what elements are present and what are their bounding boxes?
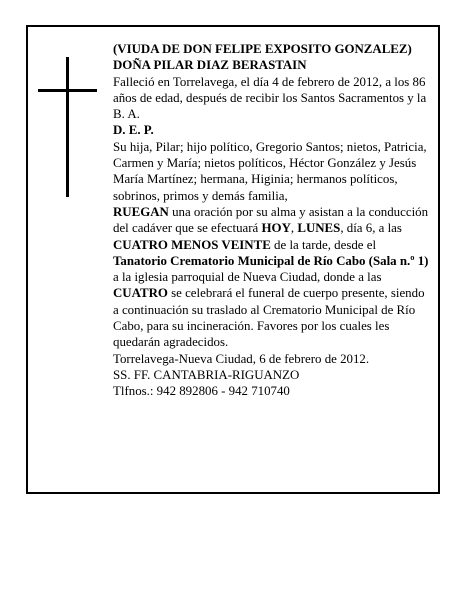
death-info: Falleció en Torrelavega, el día 4 de febrero de 2012, a los 86 años de edad, después de recibir los Santos Sacramentos y la B. A. (113, 74, 427, 122)
venue: Tanatorio Crematorio Municipal de Río Cabo (Sala n.º 1) (113, 253, 429, 268)
request-text-4: a la iglesia parroquial de Nueva Ciudad, donde a las (113, 270, 382, 285)
funeral-service: SS. FF. CANTABRIA-RIGUANZO (113, 367, 300, 382)
widow-line: (VIUDA DE DON FELIPE EXPOSITO GONZALEZ) (113, 42, 412, 56)
request-text-3: de la tarde, desde el (270, 237, 377, 252)
hoy: HOY (261, 221, 291, 236)
request-text-2: , día 6, a las (340, 221, 402, 236)
deceased-name: DOÑA PILAR DIAZ BERASTAIN (113, 58, 307, 73)
lunes: LUNES (297, 221, 341, 236)
obituary-frame (26, 25, 440, 494)
request-text-5: se celebrará el funeral de cuerpo presente, siendo a continuación su traslado al Crematorio Municipal de Río Cabo, para su incineración. Favores por los cuales les quedarán agradecidos. (113, 286, 425, 350)
comma: , (290, 221, 298, 236)
ruegan: RUEGAN (113, 204, 169, 219)
request-text-1: una oración por su alma y asistan a la conducción del cadáver que se efectuará (113, 204, 429, 236)
time: CUATRO MENOS VEINTE (113, 237, 271, 252)
funeral-request (113, 204, 433, 351)
cross-icon (66, 57, 69, 197)
rip: D. E. P. (113, 123, 154, 138)
phone: Tlfnos.: 942 892806 - 942 710740 (113, 384, 290, 399)
obituary-text (113, 41, 433, 400)
family-list: Su hija, Pilar; hijo político, Gregorio Santos; nietos, Patricia, Carmen y María; nietos políticos, Héctor González y Jesús María Martínez; hermana, Higinia; hermanos políticos, sobrinos, primos y demás familia, (113, 139, 427, 203)
cuatro: CUATRO (113, 286, 168, 301)
cross-icon-bar (38, 89, 97, 92)
place-date: Torrelavega-Nueva Ciudad, 6 de febrero de 2012. (113, 351, 370, 366)
